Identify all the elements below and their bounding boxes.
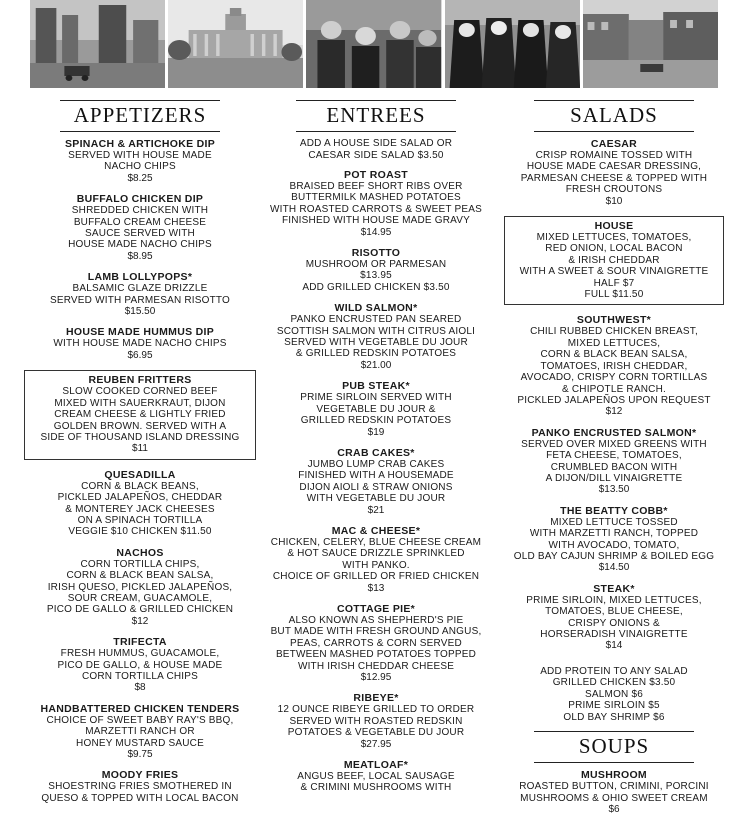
item-price: $14.95 — [360, 226, 392, 238]
item-name: CRAB CAKES* — [337, 446, 415, 459]
item-name: RISOTTO — [351, 247, 401, 260]
item-price: $12 — [605, 406, 623, 418]
item-name: CAESAR — [590, 138, 638, 150]
menu-item — [262, 380, 490, 438]
menu-item — [22, 193, 258, 262]
item-desc: SHREDDED CHICKEN WITH BUFFALO CREAM CHEESE SAUCE SERVED WITH HOUSE MADE NACHO CHIPS — [68, 205, 212, 251]
menu-item — [262, 447, 490, 516]
item-name: LAMB LOLLYPOPS* — [87, 271, 193, 284]
item-name: MUSHROOM — [581, 769, 647, 782]
item-desc: PRIME SIRLOIN SERVED WITH VEGETABLE DU JOUR & GRILLED REDSKIN POTATOES — [300, 392, 452, 427]
menu-item — [262, 759, 490, 794]
street-scene-photo — [30, 0, 165, 88]
appetizers-heading: APPETIZERS — [60, 100, 220, 132]
featured-menu-item — [504, 216, 724, 305]
item-name: QUESADILLA — [104, 468, 176, 481]
menu-item — [262, 302, 490, 371]
menu-item — [22, 636, 258, 694]
featured-menu-item — [24, 370, 256, 459]
capitol-building-photo — [168, 0, 303, 88]
photo-strip — [30, 0, 718, 88]
menu-item — [502, 583, 726, 652]
item-desc: CHOICE OF SWEET BABY RAY'S BBQ, MARZETTI RANCH OR HONEY MUSTARD SAUCE — [46, 714, 234, 749]
item-name: COTTAGE PIE* — [336, 602, 416, 615]
item-price: $11 — [132, 443, 148, 455]
item-name: MAC & CHEESE* — [331, 524, 421, 537]
item-name: THE BEATTY COBB* — [560, 504, 668, 517]
item-name: MEATLOAF* — [343, 759, 409, 772]
menu-item — [22, 703, 258, 761]
item-desc: CHILI RUBBED CHICKEN BREAST, MIXED LETTUCES, CORN & BLACK BEAN SALSA, TOMATOES, IRISH CHEDDAR, AVOCADO, CRISPY CORN TORTILLAS & CHIPOTLE RANCH. PICKLED JALAPEÑOS UPON REQUEST — [517, 326, 711, 406]
item-price: $21.00 — [360, 359, 392, 371]
item-desc: SERVED WITH HOUSE MADE NACHO CHIPS — [68, 150, 212, 173]
item-desc: PRIME SIRLOIN, MIXED LETTUCES, TOMATOES, BLUE CHEESE, CRISPY ONIONS & HORSERADISH VINAIGRETTE — [526, 594, 702, 640]
item-desc: CHICKEN, CELERY, BLUE CHEESE CREAM & HOT SAUCE DRIZZLE SPRINKLED WITH PANKO. CHOICE OF GRILLED OR FRIED CHICKEN — [270, 536, 482, 583]
item-name: MOODY FRIES — [101, 769, 179, 782]
item-desc: 12 OUNCE RIBEYE GRILLED TO ORDER SERVED WITH ROASTED REDSKIN POTATOES & VEGETABLE DU JOUR — [277, 704, 475, 739]
item-desc: ANGUS BEEF, LOCAL SAUSAGE & CRIMINI MUSHROOMS WITH — [297, 771, 455, 794]
item-price: $14.50 — [598, 562, 630, 574]
item-name: REUBEN FRITTERS — [88, 374, 192, 387]
item-name: SOUTHWEST* — [576, 314, 652, 327]
item-price: $8.25 — [127, 172, 153, 184]
item-desc: WITH HOUSE MADE NACHO CHIPS — [53, 338, 227, 350]
menu-item — [262, 603, 490, 683]
town-street-photo — [583, 0, 718, 88]
menu-item — [22, 326, 258, 361]
entrees-heading: ENTREES — [296, 100, 456, 132]
group-portrait-photo — [306, 0, 441, 88]
item-price: $8 — [134, 682, 146, 694]
item-desc: FRESH HUMMUS, GUACAMOLE, PICO DE GALLO, & HOUSE MADE CORN TORTILLA CHIPS — [57, 648, 223, 682]
item-price: $21 — [367, 504, 385, 516]
item-name: RIBEYE* — [353, 692, 399, 705]
menu-item — [502, 769, 726, 815]
item-desc: CORN & BLACK BEANS, PICKLED JALAPEÑOS, CHEDDAR & MONTEREY JACK CHEESES ON A SPINACH TORTILLA VEGGIE $10 CHICKEN $11.50 — [57, 480, 223, 538]
item-desc: SHOESTRING FRIES SMOTHERED IN QUESO & TOPPED WITH LOCAL BACON — [41, 781, 239, 804]
soups-heading: SOUPS — [534, 731, 694, 763]
item-price: $9.75 — [127, 749, 153, 761]
item-desc: ROASTED BUTTON, CRIMINI, PORCINI MUSHROOMS & OHIO SWEET CREAM — [519, 781, 709, 804]
item-desc: BALSAMIC GLAZE DRIZZLE SERVED WITH PARMESAN RISOTTO — [49, 283, 231, 306]
salads-column — [502, 100, 726, 825]
item-name: PANKO ENCRUSTED SALMON* — [531, 426, 697, 439]
item-name: HOUSE — [594, 220, 634, 233]
item-price: $12 — [131, 615, 149, 627]
item-desc: CRISP ROMAINE TOSSED WITH HOUSE MADE CAESAR DRESSING, PARMESAN CHEESE & TOPPED WITH FRESH CROUTONS — [520, 150, 708, 196]
menu-item — [502, 314, 726, 417]
menu-item — [22, 547, 258, 627]
nuns-photo — [445, 0, 580, 88]
item-price: $15.50 — [124, 306, 156, 318]
item-price: $8.95 — [127, 250, 153, 262]
item-name: SPINACH & ARTICHOKE DIP — [64, 138, 216, 150]
menu-item — [262, 692, 490, 750]
item-desc: SERVED OVER MIXED GREENS WITH FETA CHEESE, TOMATOES, CRUMBLED BACON WITH A DIJON/DILL VINAIGRETTE — [521, 438, 707, 484]
item-desc: JUMBO LUMP CRAB CAKES FINISHED WITH A HOUSEMADE DIJON AIOLI & STRAW ONIONS WITH VEGETABLE DU JOUR — [298, 458, 454, 505]
menu-item — [22, 271, 258, 317]
item-name: POT ROAST — [344, 169, 408, 181]
menu-item — [262, 247, 490, 293]
item-price: $13 — [367, 582, 385, 594]
item-name: HOUSE MADE HUMMUS DIP — [65, 326, 215, 339]
item-price: $27.95 — [360, 738, 392, 750]
item-desc: SLOW COOKED CORNED BEEF MIXED WITH SAUERKRAUT, DIJON CREAM CHEESE & LIGHTLY FRIED GOLDEN BROWN. SERVED WITH A SIDE OF THOUSAND ISLAND DRESSING — [40, 386, 240, 443]
item-name: STEAK* — [593, 582, 635, 595]
item-name: HANDBATTERED CHICKEN TENDERS — [40, 702, 240, 715]
menu-item — [262, 525, 490, 594]
menu-item — [502, 138, 726, 207]
item-name: TRIFECTA — [113, 636, 167, 649]
item-price: $14 — [605, 640, 623, 652]
item-desc: MIXED LETTUCE TOSSED WITH MARZETTI RANCH, TOPPED WITH AVOCADO, TOMATO, OLD BAY CAJUN SHRIMP & BOILED EGG — [513, 516, 715, 562]
item-price: $10 — [605, 195, 623, 207]
item-price: $12.95 — [360, 672, 392, 683]
menu-item — [502, 427, 726, 496]
menu-item — [22, 769, 258, 804]
menu-item — [22, 138, 258, 184]
entrees-column — [262, 100, 490, 803]
item-desc: PANKO ENCRUSTED PAN SEARED SCOTTISH SALMON WITH CITRUS AIOLI SERVED WITH VEGETABLE DU JOUR & GRILLED REDSKIN POTATOES — [276, 314, 476, 360]
item-price: $13.50 — [598, 484, 630, 496]
item-desc: MUSHROOM OR PARMESAN — [305, 259, 447, 271]
salads-heading: SALADS — [534, 100, 694, 132]
item-name: PUB STEAK* — [342, 380, 410, 393]
side-salad-note: ADD A HOUSE SIDE SALAD OR CAESAR SIDE SALAD $3.50 — [299, 138, 453, 161]
menu-item — [262, 169, 490, 238]
item-desc: ALSO KNOWN AS SHEPHERD'S PIE BUT MADE WITH FRESH GROUND ANGUS, PEAS, CARROTS & CORN SERVED BETWEEN MASHED POTATOES TOPPED WITH IRISH CHEDDAR CHEESE — [270, 614, 482, 672]
item-price: $13.95 ADD GRILLED CHICKEN $3.50 — [302, 270, 450, 293]
menu-item — [22, 469, 258, 538]
item-price: $19 — [367, 426, 385, 438]
item-desc: BRAISED BEEF SHORT RIBS OVER BUTTERMILK MASHED POTATOES WITH ROASTED CARROTS & SWEET PEAS FINISHED WITH HOUSE MADE GRAVY — [270, 181, 482, 227]
item-desc: MIXED LETTUCES, TOMATOES, RED ONION, LOCAL BACON & IRISH CHEDDAR WITH A SWEET & SOUR VINAIGRETTE HALF $7 FULL $11.50 — [519, 232, 709, 301]
item-price: $6 — [608, 804, 620, 816]
protein-note: ADD PROTEIN TO ANY SALAD GRILLED CHICKEN $3.50 SALMON $6 PRIME SIRLOIN $5 OLD BAY SHRIMP $6 — [540, 665, 688, 723]
item-name: BUFFALO CHICKEN DIP — [76, 193, 204, 206]
item-desc: CORN TORTILLA CHIPS, CORN & BLACK BEAN SALSA, IRISH QUESO, PICKLED JALAPEÑOS, SOUR CREAM, GUACAMOLE, PICO DE GALLO & GRILLED CHICKEN — [46, 558, 234, 616]
item-name: NACHOS — [116, 546, 164, 559]
item-price: $6.95 — [127, 349, 153, 361]
appetizers-column — [22, 100, 258, 813]
item-name: WILD SALMON* — [334, 302, 418, 315]
menu-item — [502, 505, 726, 574]
